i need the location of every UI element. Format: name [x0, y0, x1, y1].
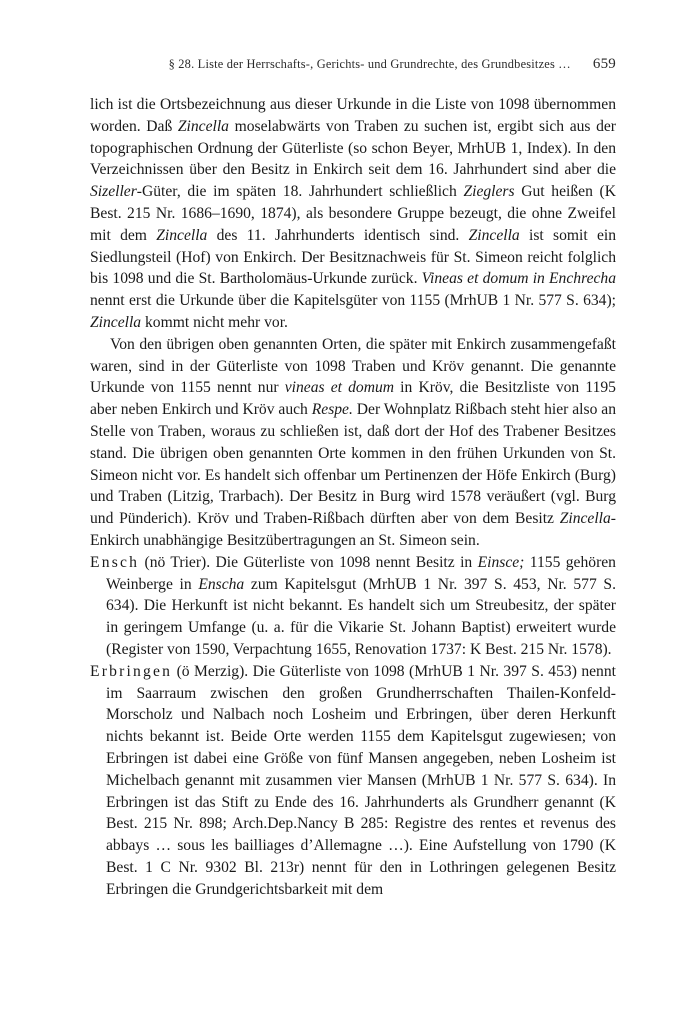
text-run: (ö Merzig). Die Güterliste von 1098 (MrhUB 1 Nr. 397 S. 453) nennt im Saarraum zwischen den großen Grundherrschaften Thailen-Konfeld-Morscholz und Nalbach noch Losheim und Erbringen, über deren Herkunft nichts bekannt ist. Beide Orte werden 1155 dem Kapitelsgut zugewiesen; von Erbringen ist dabei eine Größe von fünf Mansen angegeben, neben Losheim ist Michelbach genannt mit zusammen vier Mansen (MrhUB 1 Nr. 577 S. 634). In Erbringen ist das Stift zu Ende des 16. Jahrhunderts als Grundherr genannt (K Best. 215 Nr. 898; Arch.Dep.Nancy B 285: Registre des rentes et revenus des abbays … sous les bailliages d’Allemagne …). Eine Aufstellung von 1790 (K Best. 1 C Nr. 9302 Bl. 213r) nennt für den in Lothringen gelegenen Besitz Erbringen die Grundgerichtsbarkeit mit dem	[106, 662, 616, 898]
italic-term: Enscha	[198, 575, 245, 593]
running-header	[90, 56, 616, 86]
text-run: moselabwärts von Traben zu suchen ist, ergibt sich aus der topographischen Ordnung der Güterliste (so schon Beyer, MrhUB 1, Index). In den Verzeichnissen über den Besitz in Enkirch seit dem 16. Jahrhundert sind aber die	[90, 117, 616, 179]
text-run: ist somit ein Siedlungsteil (Hof) von Enkirch. Der Besitznachweis für St. Simeon reicht folglich bis 1098 und die St. Bartholomäus-Urkunde zurück.	[90, 226, 616, 288]
text-run: 1155 gehören Weinberge in	[106, 553, 616, 593]
text-run: Gut heißen (K Best. 215 Nr. 1686–1690, 1874), als besondere Gruppe bezeugt, die ohne Zweifel mit dem	[90, 183, 616, 244]
italic-term: Zincella	[90, 313, 142, 331]
italic-term: Zincella	[559, 510, 611, 528]
italic-term: Zincella	[468, 226, 520, 244]
italic-term: Zieglers	[463, 183, 515, 201]
paragraph-zincella	[90, 94, 616, 334]
italic-term: Sizeller	[90, 183, 137, 201]
text-run: lich ist die Ortsbezeichnung aus dieser Urkunde in die Liste von 1098 übernommen worden. Daß	[90, 96, 616, 135]
italic-term: Zincella	[156, 226, 208, 244]
italic-term: Einsce;	[477, 553, 525, 571]
text-run: -Enkirch unabhängige Besitzübertragungen an St. Simeon sein.	[90, 510, 616, 549]
running-title: § 28. Liste der Herrschafts-, Gerichts- und Grundrechte, des Grundbesitzes …	[168, 57, 571, 71]
text-run: in Kröv, die Besitzliste von 1195 aber neben Enkirch und Kröv auch	[90, 379, 616, 419]
entry-ensch	[90, 552, 616, 661]
page-number: 659	[592, 56, 616, 72]
italic-term: Zincella	[177, 117, 229, 135]
italic-term: Respe.	[311, 401, 353, 419]
text-run: Von den übrigen oben genannten Orten, die später mit Enkirch zusammengefaßt waren, sind in der Güterliste von 1098 Traben und Kröv genannt. Die genannte Urkunde von 1155 nennt nur	[90, 335, 616, 397]
entry-erbringen	[90, 661, 616, 901]
italic-term: vineas et domum	[284, 379, 395, 397]
page-body	[90, 94, 616, 900]
text-run: kommt nicht mehr vor.	[141, 313, 288, 331]
paragraph-other-places	[90, 334, 616, 552]
text-run: nennt erst die Urkunde über die Kapitelsgüter von 1155 (MrhUB 1 Nr. 577 S. 634);	[90, 292, 616, 310]
text-run: Der Wohnplatz Rißbach steht hier also an Stelle von Traben, woraus zu schließen ist, daß dort der Hof des Trabener Besitzes stand. Die übrigen oben genannten Orte kommen in den frühen Urkunden von St. Simeon nicht vor. Es handelt sich offenbar um Pertinenzen der Höfe Enkirch (Burg) und Traben (Litzig, Trarbach). Der Besitz in Burg wird 1578 veräußert (vgl. Burg und Pünderich). Kröv und Traben-Rißbach dürften aber von dem Besitz	[90, 401, 616, 528]
entry-heading: Ensch	[90, 553, 140, 571]
text-run: -Güter, die im späten 18. Jahrhundert schließlich	[136, 183, 464, 201]
entry-heading: Erbringen	[90, 662, 173, 680]
italic-term: Vineas et domum in Enchrecha	[421, 270, 616, 288]
text-run: zum Kapitelsgut (MrhUB 1 Nr. 397 S. 453, Nr. 577 S. 634). Die Herkunft ist nicht bekannt. Es handelt sich um Streubesitz, der später in geringem Umfange (u. a. für die Vikarie St. Johann Baptist) erweitert wurde (Register von 1590, Verpachtung 1655, Renovation 1737: K Best. 215 Nr. 1578).	[106, 575, 616, 658]
text-run: (nö Trier). Die Güterliste von 1098 nennt Besitz in	[139, 553, 478, 571]
text-run: des 11. Jahrhunderts identisch sind.	[207, 226, 469, 244]
